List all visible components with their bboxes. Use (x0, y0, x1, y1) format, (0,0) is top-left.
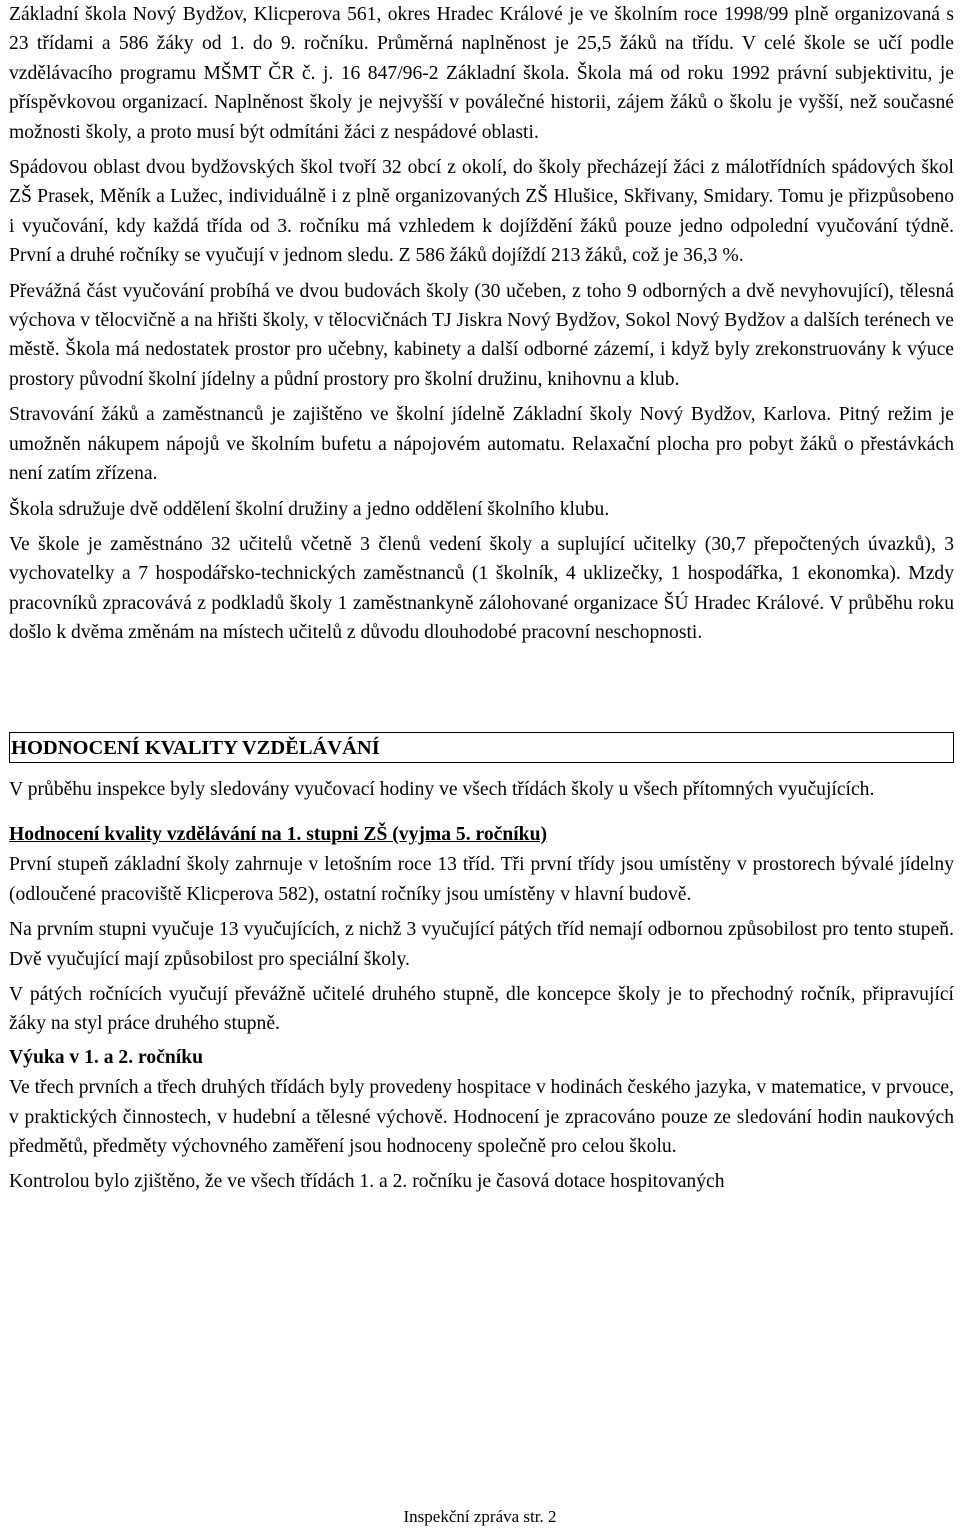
paragraph-first-stage-teachers: Na prvním stupni vyučuje 13 vyučujících, z nichž 3 vyučující pátých tříd nemají odbornou způsobilost pro tento stupeň. Dvě vyučující mají způsobilost pro speciální školy. (9, 919, 954, 970)
document-page (9, 0, 954, 1197)
section-heading-quality: HODNOCENÍ KVALITY VZDĚLÁVÁNÍ (9, 732, 954, 763)
paragraph-observations: Ve třech prvních a třech druhých třídách byly provedeny hospitace v hodinách českého jazyka, v matematice, v prvouce, v praktických činnostech, v hudební a tělesné výchově. Hodnocení je zpracováno pouze ze sledování hodin naukových předmětů, předměty výchovného zaměření jsou hodnoceny společně pro celou školu. (9, 1077, 954, 1157)
paragraph-first-stage-classes: První stupeň základní školy zahrnuje v letošním roce 13 tříd. Tři první třídy jsou umístěny v prostorech bývalé jídelny (odloučené pracoviště Klicperova 582), ostatní ročníky jsou umístěny v hlavní budově. (9, 854, 954, 905)
paragraph-catchment-area: Spádovou oblast dvou bydžovských škol tvoří 32 obcí z okolí, do školy přecházejí žáci z málotřídních spádových škol ZŠ Prasek, Měník a Lužec, individuálně i z plně organizovaných ZŠ Hlušice, Skřivany, Smidary. Tomu je přizpůsobeno i vyučování, kdy každá třída od 3. ročníku má vzhledem k dojíždění žáků pouze jedno odpolední vyučování týdně. První a druhé ročníky se vyučují v jednom sledu. Z 586 žáků dojíždí 213 žáků, což je 36,3 %. (9, 157, 954, 267)
paragraph-after-school: Škola sdružuje dvě oddělení školní družiny a jedno oddělení školního klubu. (9, 498, 610, 520)
page-footer (0, 1502, 960, 1531)
paragraph-fifth-grade: V pátých ročnících vyučují převážně učitelé druhého stupně, dle koncepce školy je to přechodný ročník, připravující žáky na styl práce druhého stupně. (9, 983, 954, 1035)
paragraph-buildings: Převážná část vyučování probíhá ve dvou budovách školy (30 učeben, z toho 9 odborných a dvě nevyhovující), tělesná výchova v tělocvičně a na hřišti školy, v tělocvičnách TJ Jiskra Nový Bydžov, Sokol Nový Bydžov a dalších terénech ve městě. Škola má nedostatek prostor pro učebny, kabinety a další odborné zázemí, i když byly zrekonstruovány k výuce prostory původní školní jídelny a půdní prostory pro školní družinu, knihovnu a klub. (9, 280, 954, 390)
paragraph-time-allocation: Kontrolou bylo zjištěno, že ve všech třídách 1. a 2. ročníku je časová dotace hospitovaných (9, 1171, 725, 1193)
paragraph-school-intro: Základní škola Nový Bydžov, Klicperova 561, okres Hradec Králové je ve školním roce 1998/99 plně organizovaná s 23 třídami a 586 žáky od 1. do 9. ročníku. Průměrná naplněnost je 25,5 žáků na třídu. V celé škole se učí podle vzdělávacího programu MŠMT ČR č. j. 16 847/96-2 Základní škola. Škola má od roku 1992 právní subjektivitu, je příspěvkovou organizací. Naplněnost školy je nejvyšší v poválečné historii, zájem žáků o školu je vyšší, než současné možnosti školy, a proto musí být odmítáni žáci z nespádové oblasti. (9, 4, 954, 143)
paragraph-section-intro: V průběhu inspekce byly sledovány vyučovací hodiny ve všech třídách školy u všech přítomných vyučujících. (9, 778, 875, 800)
subheading-first-stage: Hodnocení kvality vzdělávání na 1. stupni ZŠ (vyjma 5. ročníku) (9, 823, 548, 845)
subheading-grades-1-2: Výuka v 1. a 2. ročníku (9, 1046, 203, 1068)
paragraph-staff: Ve škole je zaměstnáno 32 učitelů včetně 3 členů vedení školy a suplující učitelky (30,7 přepočtených úvazků), 3 vychovatelky a 7 hospodářsko-technických zaměstnanců (1 školník, 4 uklizečky, 1 hospodářka, 1 ekonomka). Mzdy pracovníků zpracovává z podkladů školy 1 zaměstnankyně zálohované organizace ŠÚ Hradec Králové. V průběhu roku došlo k dvěma změnám na místech učitelů z důvodu dlouhodobé pracovní neschopnosti. (9, 533, 954, 644)
footer-text: Inspekční zpráva str. 2 (403, 1507, 557, 1526)
paragraph-catering: Stravování žáků a zaměstnanců je zajištěno ve školní jídelně Základní školy Nový Bydžov, Karlova. Pitný režim je umožněn nákupem nápojů ve školním bufetu a nápojovém automatu. Relaxační plocha pro pobyt žáků o přestávkách není zatím zřízena. (9, 404, 954, 485)
